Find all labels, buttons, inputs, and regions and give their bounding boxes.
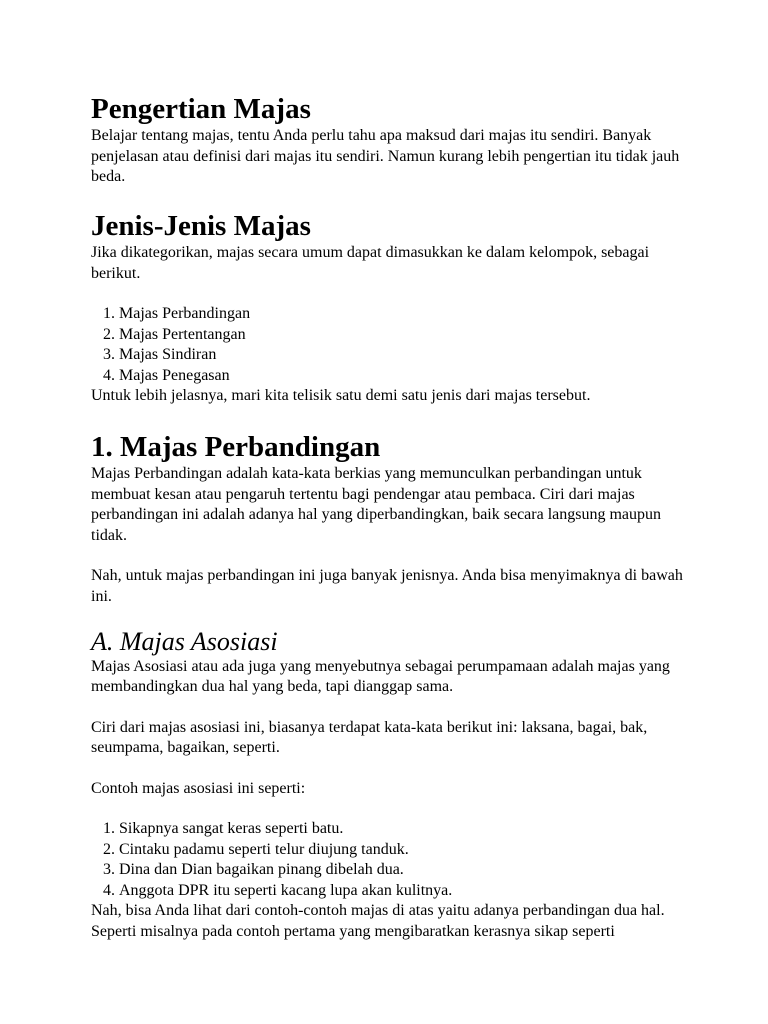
paragraph-asosiasi-2: Ciri dari majas asosiasi ini, biasanya terdapat kata-kata berikut ini: laksana, bagai, bak, seumpama, bagaikan, seperti. (91, 718, 648, 757)
paragraph-asosiasi-3: Contoh majas asosiasi ini seperti: (91, 779, 306, 797)
paragraph-jenis-intro: Jika dikategorikan, majas secara umum dapat dimasukkan ke dalam kelompok, sebagai berikut. (91, 244, 650, 282)
paragraph-perbandingan-1: Majas Perbandingan adalah kata-kata berkias yang memunculkan perbandingan untuk membuat kesan atau pengaruh tertentu bagi pendengar atau pembaca. Ciri dari majas perbandingan ini adalah adanya hal yang diperbandingkan, baik secara langsung maupun tidak. (91, 465, 662, 544)
list-item: 3. Majas Sindiran (119, 345, 691, 366)
heading-jenis-jenis-majas: Jenis-Jenis Majas (91, 209, 311, 242)
spacer (91, 799, 691, 819)
spacer (91, 284, 691, 304)
heading-pengertian-majas: Pengertian Majas (91, 93, 311, 125)
list-jenis-majas (91, 304, 691, 386)
list-item: 4. Majas Penegasan (119, 366, 691, 387)
spacer (91, 698, 691, 718)
list-contoh-asosiasi (91, 819, 691, 901)
list-item: 3. Dina dan Dian bagaikan pinang dibelah dua. (119, 860, 691, 881)
list-item: 1. Majas Perbandingan (119, 304, 691, 325)
paragraph-pengertian: Belajar tentang majas, tentu Anda perlu tahu apa maksud dari majas itu sendiri. Banyak penjelasan atau definisi dari majas itu sendiri. Namun kurang lebih pengertian itu tidak jauh beda. (91, 127, 680, 186)
spacer (91, 759, 691, 779)
heading-majas-perbandingan: 1. Majas Perbandingan (91, 430, 381, 463)
list-item: 1. Sikapnya sangat keras seperti batu. (119, 819, 691, 840)
list-item: 4. Anggota DPR itu seperti kacang lupa akan kulitnya. (119, 881, 691, 902)
document-content (91, 93, 691, 942)
paragraph-asosiasi-4: Nah, bisa Anda lihat dari contoh-contoh majas di atas yaitu adanya perbandingan dua hal. Seperti misalnya pada contoh pertama yang mengibaratkan kerasnya sikap seperti (91, 902, 665, 940)
spacer (91, 546, 691, 566)
list-item: 2. Cintaku padamu seperti telur diujung tanduk. (119, 840, 691, 861)
heading-majas-asosiasi: A. Majas Asosiasi (91, 627, 278, 657)
paragraph-perbandingan-2: Nah, untuk majas perbandingan ini juga banyak jenisnya. Anda bisa menyimaknya di bawah ini. (91, 567, 683, 605)
paragraph-asosiasi-1: Majas Asosiasi atau ada juga yang menyebutnya sebagai perumpamaan adalah majas yang membandingkan dua hal yang beda, tapi dianggap sama. (91, 657, 670, 696)
paragraph-jenis-outro: Untuk lebih jelasnya, mari kita telisik satu demi satu jenis dari majas tersebut. (91, 387, 591, 405)
list-item: 2. Majas Pertentangan (119, 325, 691, 346)
